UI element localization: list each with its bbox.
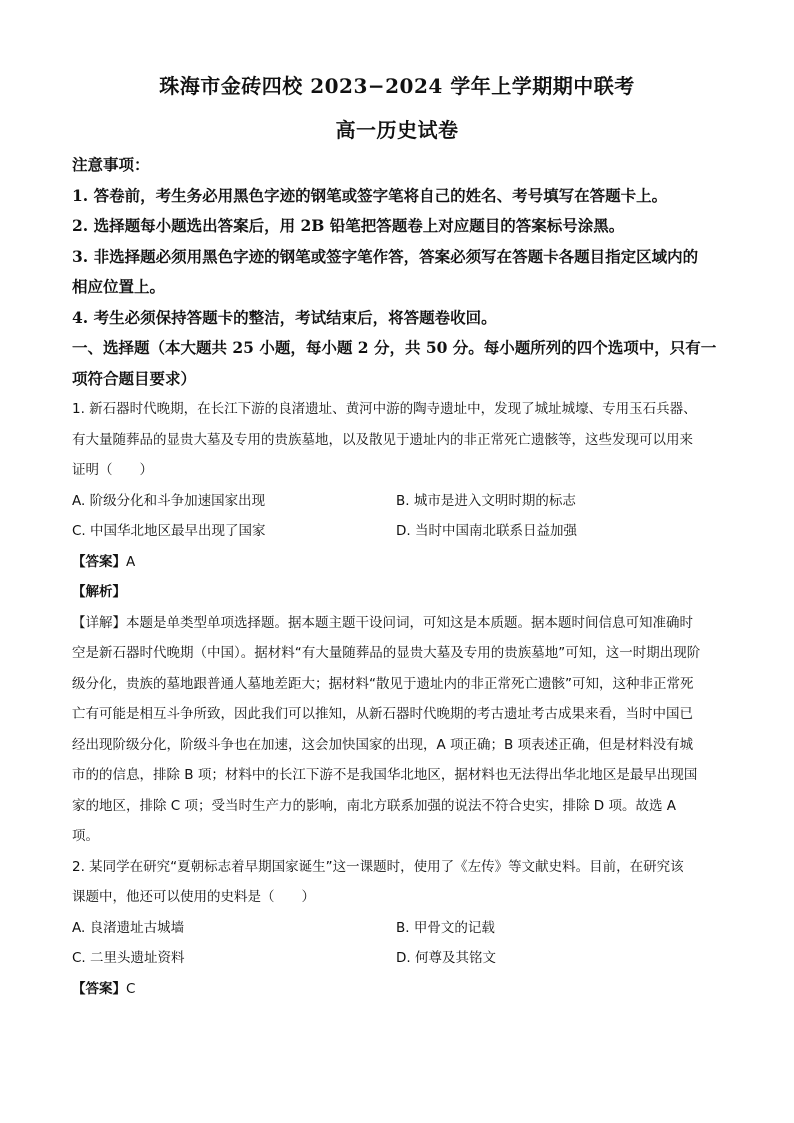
q2-option-b: B. 甲骨文的记载	[396, 919, 495, 936]
q1-stem: 有大量随葬品的显贵大墓及专用的贵族墓地，以及散见于遗址内的非正常死亡遗骸等，这些发现可以用来	[72, 431, 693, 448]
q1-detail: 空是新石器时代晚期（中国）。据材料“有大量随葬品的显贵大墓及专用的贵族墓地”可知，这一时期出现阶	[72, 645, 701, 661]
q1-detail: 【详解】本题是单类型单项选择题。据本题主题干设问词，可知这是本质题。据本题时间信息可知准确时	[72, 614, 693, 631]
notice-item: 3. 非选择题必须用黑色字迹的钢笔或签字笔作答，答案必须写在答题卡各题目指定区域内的	[72, 246, 699, 266]
q1-detail: 级分化，贵族的墓地跟普通人墓地差距大；据材料“散见于遗址内的非正常死亡遗骸”可知，这种非正常死	[72, 675, 694, 692]
q2-options-row	[72, 943, 724, 974]
q1-analysis-label	[72, 577, 724, 608]
q2-options-row	[72, 913, 724, 944]
document-body	[72, 150, 724, 1004]
q1-option-c: C. 中国华北地区最早出现了国家	[72, 523, 266, 539]
q1-detail: 家的地区，排除 C 项；受当时生产力的影响，南北方联系加强的说法不符合史实，排除 D 项。故选 A	[72, 797, 677, 814]
answer-value: A	[126, 553, 136, 570]
q1-detail: 亡有可能是相互斗争所致，因此我们可以推知，从新石器时代晚期的考古遗址考古成果来看，当时中国已	[72, 706, 693, 722]
notice-heading: 注意事项：	[72, 155, 150, 174]
notice-item: 1. 答卷前，考生务必用黑色字迹的钢笔或签字笔将自己的姓名、考号填写在答题卡上。	[72, 185, 668, 205]
q2-option-d: D. 何尊及其铭文	[396, 950, 496, 966]
q2-stem: 2. 某同学在研究“夏朝标志着早期国家诞生”这一课题时，使用了《左传》等文献史料。目前，在研究该	[72, 858, 684, 875]
q2-stem: 课题中，他还可以使用的史料是（ ）	[72, 889, 315, 905]
q1-option-b: B. 城市是进入文明时期的标志	[396, 492, 576, 509]
answer-label: 【答案】	[72, 980, 126, 997]
q1-detail: 经出现阶级分化，阶级斗争也在加速，这会加快国家的出现，A 项正确；B 项表述正确，但是材料没有城	[72, 736, 694, 753]
q2-answer	[72, 974, 724, 1005]
q1-detail: 项。	[72, 828, 99, 844]
exam-subtitle: 高一历史试卷	[335, 118, 459, 142]
q1-option-d: D. 当时中国南北联系日益加强	[396, 523, 577, 539]
answer-value: C	[126, 980, 136, 997]
notice-item: 4. 考生必须保持答题卡的整洁，考试结束后，将答题卷收回。	[72, 307, 497, 327]
q1-answer	[72, 547, 724, 578]
q1-stem: 证明（ ）	[72, 462, 153, 478]
exam-title: 珠海市金砖四校 2023−2024 学年上学期期中联考	[159, 74, 635, 98]
analysis-label: 【解析】	[72, 584, 126, 600]
q1-option-a: A. 阶级分化和斗争加速国家出现	[72, 492, 266, 509]
section-heading-cont: 项符合题目要求）	[72, 368, 197, 388]
notice-item: 相应位置上。	[72, 277, 166, 296]
answer-label: 【答案】	[72, 553, 126, 570]
q1-options-row	[72, 516, 724, 547]
q1-options-row	[72, 486, 724, 517]
section-heading: 一、选择题（本大题共 25 小题，每小题 2 分，共 50 分。每小题所列的四个选项中，只有一	[72, 338, 717, 357]
notice-item: 2. 选择题每小题选出答案后，用 2B 铅笔把答题卷上对应题目的答案标号涂黑。	[72, 216, 625, 235]
q2-option-c: C. 二里头遗址资料	[72, 950, 185, 966]
q2-option-a: A. 良渚遗址古城墙	[72, 919, 185, 936]
q1-detail: 市的的信息，排除 B 项；材料中的长江下游不是我国华北地区，据材料也无法得出华北地区是最早出现国	[72, 767, 698, 783]
q1-stem: 1. 新石器时代晚期，在长江下游的良渚遗址、黄河中游的陶寺遗址中，发现了城址城壕、专用玉石兵器、	[72, 401, 697, 417]
